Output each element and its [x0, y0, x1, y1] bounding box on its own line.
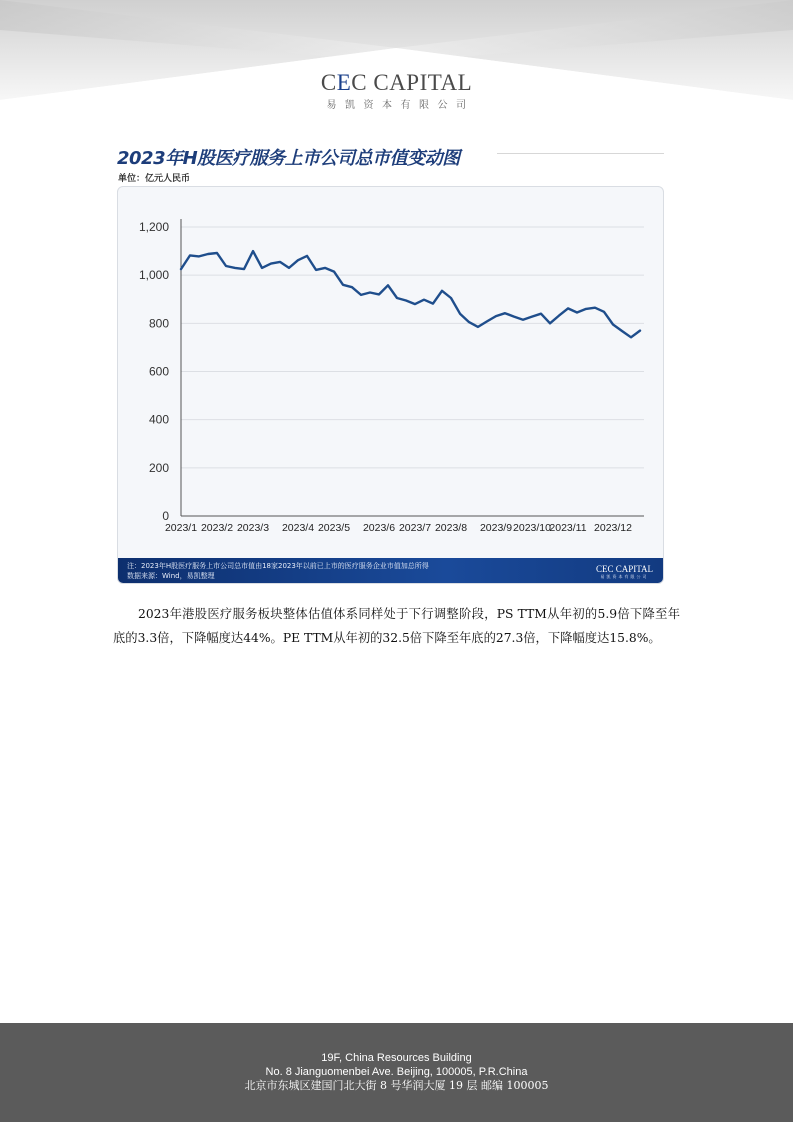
- logo-wordmark: CEC CAPITAL: [320, 70, 473, 95]
- x-tick-label: 2023/7: [398, 522, 432, 534]
- y-tick-label: 600: [148, 364, 169, 379]
- x-tick-label: 2023/10: [513, 522, 551, 534]
- x-tick-label: 2023/5: [317, 522, 351, 534]
- title-divider: [497, 153, 664, 154]
- x-tick-label: 2023/11: [549, 522, 587, 534]
- x-tick-label: 2023/3: [236, 522, 270, 534]
- chart-notes: [127, 562, 429, 581]
- page-footer: [0, 1023, 793, 1122]
- chart-source: 数据来源：Wind，易凯整理: [127, 571, 215, 580]
- x-tick-label: 2023/12: [594, 522, 632, 534]
- chart-footer-logo-cn: 易凯资本有限公司: [600, 574, 649, 579]
- y-tick-label: 0: [162, 509, 169, 523]
- y-tick-label: 400: [148, 412, 169, 427]
- x-tick-label: 2023/1: [164, 522, 198, 534]
- y-tick-label: 1,000: [138, 268, 169, 283]
- chart-note: 注：2023年H股医疗服务上市公司总市值由18家2023年以前已上市的医疗服务企业市值加总所得: [127, 562, 429, 570]
- logo-chinese-name: 易凯资本有限公司: [326, 100, 475, 111]
- x-tick-label: 2023/8: [434, 522, 468, 534]
- figure-unit: 单位：亿元人民币: [118, 174, 191, 184]
- chart-footer-logo-en: CEC CAPITAL: [595, 564, 653, 574]
- x-tick-label: 2023/6: [362, 522, 396, 534]
- chart-footer-logo: [596, 564, 653, 579]
- y-tick-label: 800: [148, 316, 169, 331]
- line-chart: [118, 187, 664, 558]
- y-tick-label: 200: [148, 460, 169, 475]
- y-tick-label: 1,200: [138, 220, 169, 234]
- footer-line-1: 19F, China Resources Building: [321, 1052, 472, 1064]
- x-tick-label: 2023/4: [281, 522, 315, 534]
- series-line: [181, 251, 640, 337]
- body-paragraph: 2023年港股医疗服务板块整体估值体系同样处于下行调整阶段，PS TTM从年初的5.9倍下降至年底的3.3倍，下降幅度达44%。PE TTM从年初的32.5倍下降至年底的27.3倍，下降幅度达15.8%。: [113, 607, 680, 645]
- x-tick-label: 2023/2: [200, 522, 234, 534]
- x-tick-label: 2023/9: [479, 522, 513, 534]
- chart-footer-bar: [118, 558, 664, 584]
- footer-line-3: 北京市东城区建国门北大街 8 号华润大厦 19 层 邮编 100005: [244, 1079, 549, 1092]
- footer-line-2: No. 8 Jianguomenbei Ave. Beijing, 100005, P.R.China: [265, 1066, 528, 1078]
- figure-title: 2023年H股医疗服务上市公司总市值变动图: [117, 148, 460, 169]
- chart-panel: [117, 186, 664, 584]
- company-logo: [0, 70, 793, 111]
- footer-address: [0, 1051, 793, 1093]
